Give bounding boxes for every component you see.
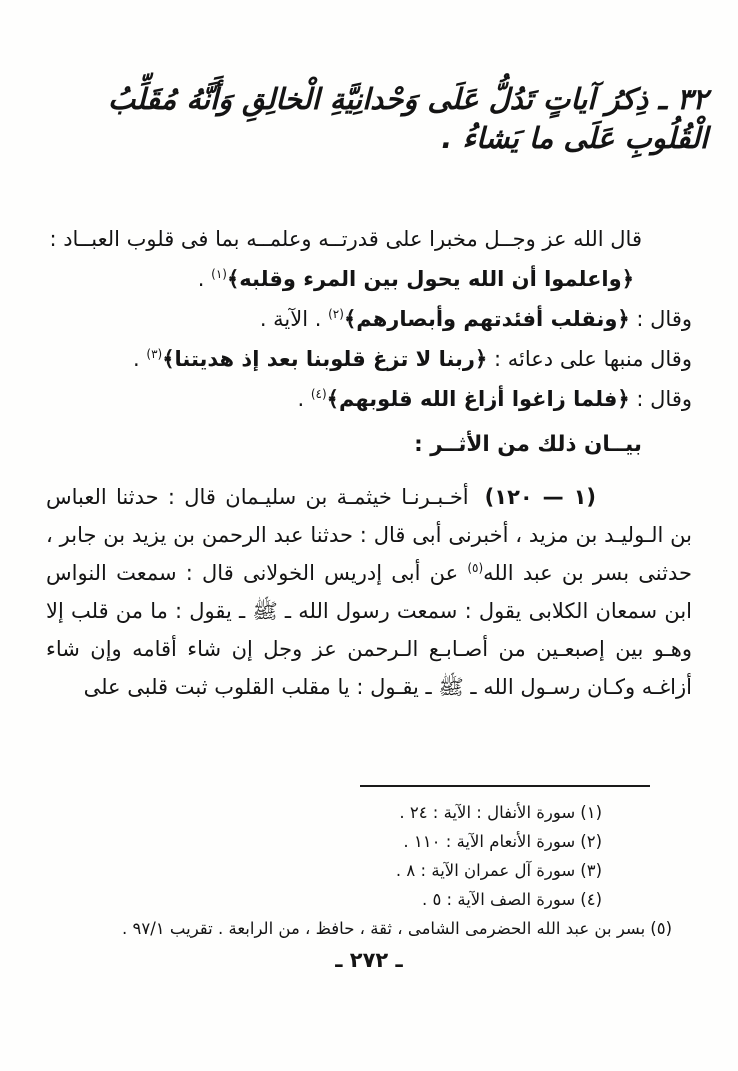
lead-text: وقال : xyxy=(629,387,692,412)
quran-quote: ﴿ونقلب أفئدتهم وأبصارهم﴾ xyxy=(343,307,630,332)
quote-tail: . الآية . xyxy=(259,307,329,332)
quote-tail: . xyxy=(297,387,311,412)
quran-quote: ﴿واعلموا أن الله يحول بين المرء وقلبه﴾ xyxy=(226,267,634,292)
lead-text: وقال : xyxy=(629,307,692,332)
hadith-number: (١ — ١٢٠) xyxy=(484,485,597,510)
section-heading: بيــان ذلك من الأثــر : xyxy=(414,432,642,458)
footnote-ref-1: (١) xyxy=(211,267,227,282)
quran-quote: ﴿ربنا لا تزغ قلوبنا بعد إذ هديتنا﴾ xyxy=(162,347,488,372)
footnote-marker: (٥) xyxy=(650,919,672,938)
hadith-isnad: أخـبـرنـا خيثمـة بن سليـمان قال : حدثنا العباس بن الـوليـد بن مزيد ، أخبرنى أبى قال : حدثنا عبد الرحمن بن يزيد بن جابر ، حدثنى بسر بن عبد الله xyxy=(46,485,692,586)
paragraph-quote-4 xyxy=(46,380,692,418)
chapter-heading: ٣٢ ـ ذِكرُ آياتٍ تَدُلُّ عَلَى وَحْدانِيَّةِ الْخالِقِ وَأَنَّهُ مُقَلِّبُ الْقُلُوبِ عَلَى ما يَشاءُ . xyxy=(108,82,708,156)
quran-quote-line xyxy=(46,260,634,298)
hadith-matn: عن أبى إدريس الخولانى قال : سمعت النواس ابن سمعان الكلابى يقول : سمعت رسول الله ـ ﷺ ـ يقول : ما من قلب إلا وهـو بين إصبعـين من أصـابـع الـرحمن عز وجل إن شاء أقامه وإن شاء أزاغـه وكـان رسـول الله ـ ﷺ ـ يقـول : يا مقلب القلوب ثبت قلبى على xyxy=(46,561,692,700)
footnote-ref-2: (٢) xyxy=(328,307,344,322)
body-text xyxy=(0,220,738,706)
footnote-marker: (٣) xyxy=(580,861,602,880)
footnote-text: سورة الأنعام الآية : ١١٠ . xyxy=(403,832,576,851)
footnote-marker: (٤) xyxy=(580,890,602,909)
footnote-item xyxy=(46,885,602,914)
footnote-marker: (٢) xyxy=(580,832,602,851)
paragraph-intro xyxy=(46,220,692,258)
lead-text: وقال منبها على دعائه : xyxy=(487,347,692,372)
footnote-text: سورة الأنفال : الآية : ٢٤ . xyxy=(399,803,576,822)
footnote-item xyxy=(46,798,602,827)
quran-quote: ﴿فلما زاغوا أزاغ الله قلوبهم﴾ xyxy=(326,387,630,412)
quote-tail: . xyxy=(133,347,147,372)
footnote-item xyxy=(46,856,602,885)
quote-tail: . xyxy=(197,267,212,292)
footnote-ref-5: (٥) xyxy=(467,561,484,576)
paragraph-quote-2 xyxy=(46,300,692,338)
footnote-ref-4: (٤) xyxy=(310,387,327,402)
footnote-text: سورة الصف الآية : ٥ . xyxy=(421,890,576,909)
paragraph-quote-3 xyxy=(46,340,692,378)
intro-text: قال الله عز وجــل مخبرا على قدرتــه وعلمــه بما فى قلوب العبــاد : xyxy=(49,227,642,252)
footnote-marker: (١) xyxy=(580,803,602,822)
footnotes-divider xyxy=(360,785,650,787)
footnote-text: سورة آل عمران الآية : ٨ . xyxy=(395,861,576,880)
footnotes-block xyxy=(46,798,692,943)
page-number: ـ ٢٧٢ ـ xyxy=(335,948,403,972)
footnote-text: بسر بن عبد الله الحضرمى الشامى ، ثقة ، حافظ ، من الرابعة . تقريب ٩٧/١ . xyxy=(122,919,646,938)
footnote-item xyxy=(46,914,672,943)
hadith-paragraph xyxy=(46,478,692,706)
footnote-ref-3: (٣) xyxy=(146,347,163,362)
footnote-item xyxy=(46,827,602,856)
